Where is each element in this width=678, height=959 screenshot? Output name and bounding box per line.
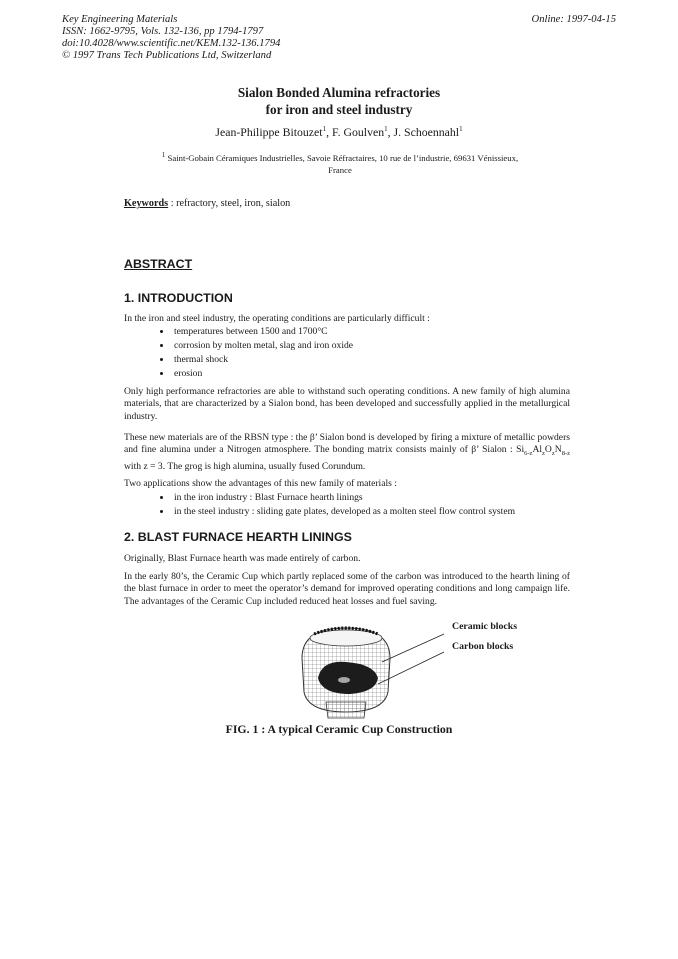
para3-text: O: [544, 444, 552, 456]
affiliation: [120, 149, 560, 176]
author-list: [0, 125, 678, 140]
keywords-text: : refractory, steel, iron, sialon: [168, 198, 291, 209]
title-line-1: Sialon Bonded Alumina refractories: [237, 85, 441, 100]
affiliation-line-1: Saint-Gobain Céramiques Industrielles, Savoie Réfractaires, 10 rue de l’industrie, 69631 Vénissieux,: [167, 152, 519, 163]
list-item: • in the steel industry : sliding gate plates, developed as a molten steel flow control system: [172, 505, 515, 519]
cup-base: [326, 702, 366, 718]
figure-leader-lines: [374, 628, 454, 688]
author-name: J. Schoennahl: [393, 125, 460, 139]
list-item: • temperatures between 1500 and 1700°C: [172, 325, 353, 339]
author-affil-mark: 1: [384, 125, 388, 134]
cup-rim: [310, 630, 382, 646]
author-affil-mark: 1: [459, 125, 463, 134]
figure-caption: FIG. 1 : A typical Ceramic Cup Construction: [225, 722, 453, 736]
list-item: • in the iron industry : Blast Furnace hearth linings: [172, 491, 515, 505]
para3-text: with z = 3. The grog is high alumina, usually fused Corundum.: [124, 460, 366, 472]
title-line-2: for iron and steel industry: [265, 102, 413, 117]
author-separator: ,: [387, 125, 394, 139]
copyright-line: © 1997 Trans Tech Publications Ltd, Switzerland: [62, 50, 272, 61]
section-2-paragraph-2: In the early 80’s, the Ceramic Cup which partly replaced some of the carbon was introduced to the hearth lining of the blast furnace in order to meet the operator’s demand for improved operating conditions and long campaign life. The advantages of the Ceramic Cup included reduced heat losses and fuel saving.: [124, 571, 570, 607]
formula-subscript: z: [551, 450, 555, 458]
keywords-label: Keywords: [124, 198, 169, 209]
abstract-heading: ABSTRACT: [124, 257, 193, 271]
author-name: F. Goulven: [331, 125, 385, 139]
list-item: • erosion: [172, 367, 353, 381]
journal-name: Key Engineering Materials: [62, 14, 178, 25]
para3-text: These new materials are of the RBSN type : the β’ Sialon bond is developed by firing a mixture of metallic powders and fine alumina under a Nitrogen atmosphere. The bonding matrix consists mainly of β’ Sialon : Si: [124, 432, 570, 456]
keywords: [124, 198, 290, 209]
section-1-paragraph-4: Two applications show the advantages of this new family of materials :: [124, 478, 397, 489]
section-2-paragraph-1: Originally, Blast Furnace hearth was made entirely of carbon.: [124, 553, 361, 564]
conditions-list: [154, 325, 353, 381]
affiliation-line-2: France: [328, 164, 352, 175]
hearth-highlight: [338, 677, 350, 683]
issn-line: ISSN: 1662-9795, Vols. 132-136, pp 1794-1797: [62, 26, 264, 37]
list-item: • thermal shock: [172, 353, 353, 367]
carbon-blocks-label: Carbon blocks: [452, 641, 514, 652]
author-name: Jean-Philippe Bitouzet: [215, 125, 323, 139]
section-1-paragraph-3: [124, 432, 570, 473]
formula-subscript: 8-z: [561, 450, 570, 458]
doi-line: doi:10.4028/www.scientific.net/KEM.132-136.1794: [62, 38, 281, 49]
journal-header: [62, 14, 280, 62]
author-affil-mark: 1: [322, 125, 327, 134]
author-separator: ,: [326, 125, 332, 139]
para3-text: Al: [532, 444, 543, 456]
formula-subscript: 6-z: [524, 450, 533, 458]
formula-subscript: z: [542, 450, 545, 458]
section-1-heading: 1. INTRODUCTION: [124, 291, 233, 305]
paper-title: [0, 84, 678, 118]
para3-text: N: [554, 444, 562, 456]
section-2-heading: 2. BLAST FURNACE HEARTH LININGS: [124, 530, 352, 544]
list-item: • corrosion by molten metal, slag and iron oxide: [172, 339, 353, 353]
ceramic-blocks-label: Ceramic blocks: [452, 621, 518, 632]
section-1-intro: In the iron and steel industry, the operating conditions are particularly difficult :: [124, 313, 430, 324]
section-1-paragraph-2: Only high performance refractories are able to withstand such operating conditions. A new family of high alumina materials, that are characterized by a Sialon bond, has been developed and successfully applied in the metallurgical industry.: [124, 386, 570, 422]
applications-list: [154, 491, 515, 519]
affiliation-mark: 1: [161, 151, 166, 159]
online-date: Online: 1997-04-15: [531, 14, 616, 25]
